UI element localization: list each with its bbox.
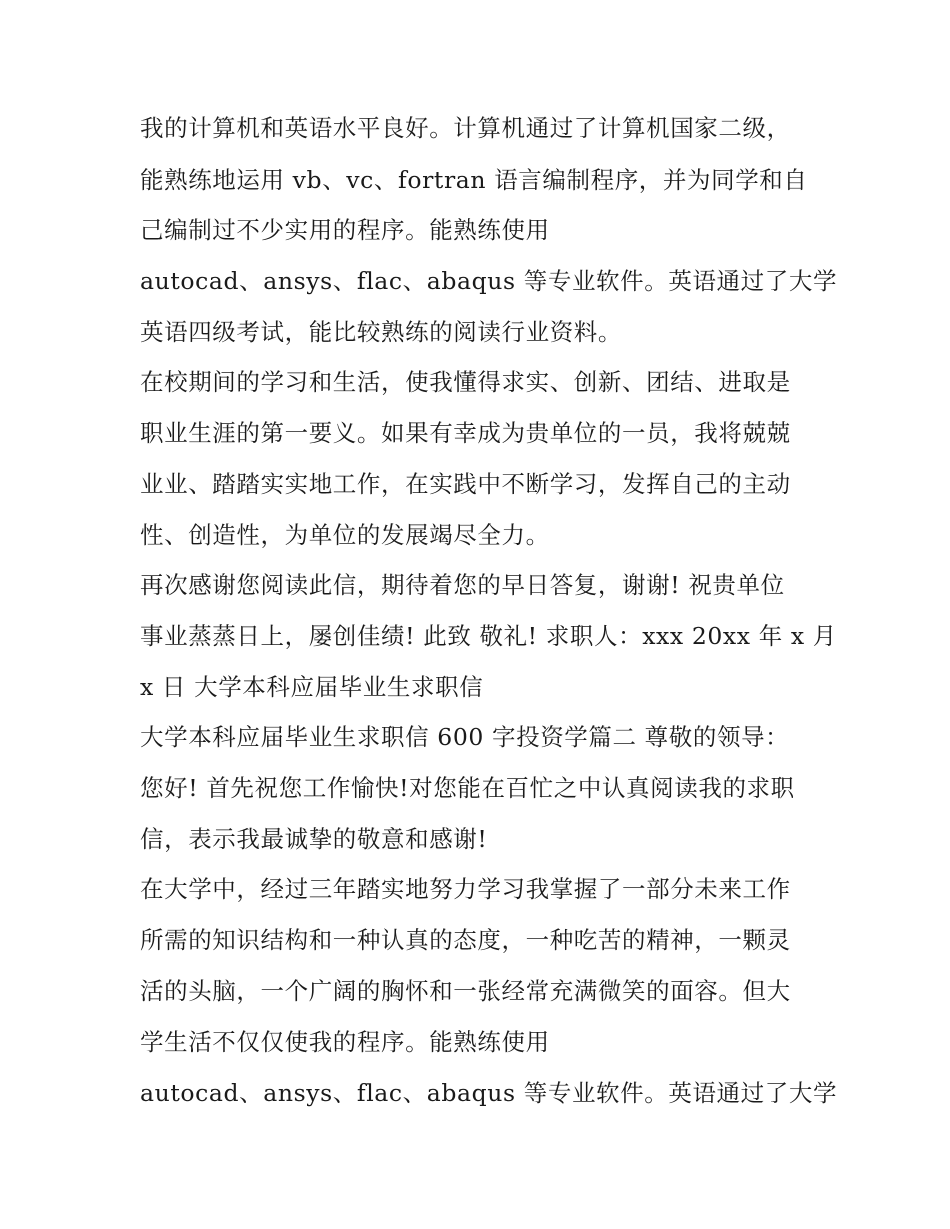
text-line: 能熟练地运用 vb、vc、fortran 语言编制程序，并为同学和自 [140,166,808,194]
text-line: 大学本科应届毕业生求职信 600 字投资学篇二 尊敬的领导： [140,723,790,751]
text-line: autocad、ansys、flac、abaqus 等专业软件。英语通过了大学 [140,267,838,295]
text-line: 职业生涯的第一要义。如果有幸成为贵单位的一员，我将兢兢 [140,419,791,447]
text-line: x 日 大学本科应届毕业生求职信 [140,673,484,701]
text-line: 学生活不仅仅使我的程序。能熟练使用 [140,1028,550,1056]
text-line: 业业、踏踏实实地工作，在实践中不断学习，发挥自己的主动 [140,470,791,498]
text-line: 信，表示我最诚挚的敬意和感谢! [140,825,488,853]
text-line: autocad、ansys、flac、abaqus 等专业软件。英语通过了大学 [140,1079,838,1107]
text-line: 再次感谢您阅读此信，期待着您的早日答复，谢谢! 祝贵单位 [140,571,785,599]
text-line: 在大学中，经过三年踏实地努力学习我掌握了一部分未来工作 [140,875,791,903]
text-line: 英语四级考试，能比较熟练的阅读行业资料。 [140,318,622,346]
text-line: 性、创造性，为单位的发展竭尽全力。 [140,521,550,549]
text-line: 您好! 首先祝您工作愉快!对您能在百忙之中认真阅读我的求职 [140,774,795,802]
text-line: 所需的知识结构和一种认真的态度，一种吃苦的精神，一颗灵 [140,926,791,954]
text-line: 己编制过不少实用的程序。能熟练使用 [140,216,550,244]
text-line: 在校期间的学习和生活，使我懂得求实、创新、团结、进取是 [140,368,791,396]
text-line: 活的头脑，一个广阔的胸怀和一张经常充满微笑的面容。但大 [140,977,791,1005]
text-line: 事业蒸蒸日上，屡创佳绩! 此致 敬礼! 求职人：xxx 20xx 年 x 月 [140,622,837,650]
text-line: 我的计算机和英语水平良好。计算机通过了计算机国家二级， [140,114,791,142]
